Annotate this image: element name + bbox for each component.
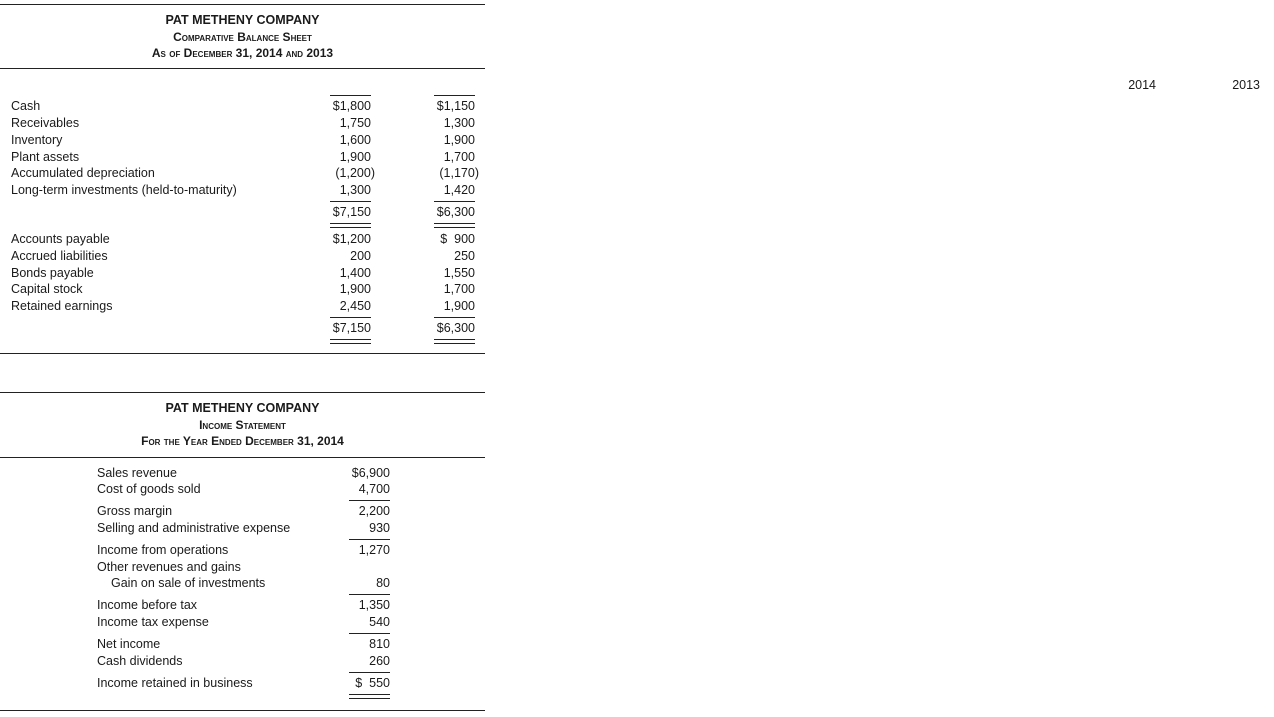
amount-2014: $1,200 — [332, 232, 371, 246]
row-label: Capital stock — [11, 282, 83, 296]
table-row — [0, 166, 485, 183]
amount: 4,700 — [358, 482, 390, 496]
amount: 930 — [369, 521, 390, 535]
table-row — [0, 543, 485, 560]
row-label: Accounts payable — [11, 232, 110, 246]
row-label: Cash — [11, 99, 41, 113]
table-row — [0, 654, 485, 671]
table-row — [0, 521, 485, 538]
table-row — [0, 232, 485, 249]
amount-2014: 1,300 — [339, 183, 371, 197]
is-company-name: PAT METHENY COMPANY — [165, 401, 320, 415]
total-row — [0, 205, 485, 222]
is-statement-period: For the Year Ended December 31, 2014 — [141, 434, 344, 448]
double-underline — [349, 694, 390, 699]
table-row — [0, 637, 485, 654]
row-label: Other revenues and gains — [97, 560, 241, 574]
amount-2014: 1,400 — [339, 266, 371, 280]
total-row — [0, 676, 485, 693]
amount-2013: 1,900 — [443, 299, 475, 313]
row-label: Long-term investments (held-to-maturity) — [11, 183, 237, 197]
table-row — [0, 183, 485, 200]
row-label: Gain on sale of investments — [111, 576, 266, 590]
row-label: Plant assets — [11, 150, 80, 164]
total-row — [0, 321, 485, 338]
amount-2014: 1,900 — [339, 282, 371, 296]
amount-2013: 1,700 — [443, 282, 475, 296]
row-label: Receivables — [11, 116, 80, 130]
table-row — [0, 150, 485, 167]
row-label: Selling and administrative expense — [97, 521, 291, 535]
amount: 80 — [376, 576, 390, 590]
subtotal-rule — [349, 500, 390, 501]
amount-2014: 2,450 — [339, 299, 371, 313]
row-label: Bonds payable — [11, 266, 94, 280]
year-header-underline — [434, 95, 475, 96]
amount-2013: (1,170) — [439, 166, 479, 180]
subtotal-rule — [349, 672, 390, 673]
subtotal-rule — [349, 633, 390, 634]
total-assets-2013: $6,300 — [436, 205, 475, 219]
amount-2014: 1,600 — [339, 133, 371, 147]
table-row — [0, 560, 485, 577]
table-row — [0, 266, 485, 283]
bs-header-rule — [0, 68, 485, 69]
year-header-2014: 2014 — [1128, 78, 1156, 92]
row-label: Net income — [97, 637, 161, 651]
table-row — [0, 282, 485, 299]
row-label: Income retained in business — [97, 676, 253, 690]
bs-company-name: PAT METHENY COMPANY — [165, 13, 320, 27]
amount: 540 — [369, 615, 390, 629]
table-row — [0, 99, 485, 116]
amount: 1,270 — [358, 543, 390, 557]
row-label: Income before tax — [97, 598, 198, 612]
table-row — [0, 116, 485, 133]
subtotal-rule — [349, 594, 390, 595]
top-rule — [0, 4, 485, 5]
year-header-underline — [330, 95, 371, 96]
row-label: Income from operations — [97, 543, 229, 557]
amount: 2,200 — [358, 504, 390, 518]
double-underline — [330, 339, 371, 344]
amount: $ 550 — [355, 676, 390, 690]
subtotal-rule — [434, 201, 475, 202]
row-label: Accumulated depreciation — [11, 166, 155, 180]
bs-statement-title: Comparative Balance Sheet — [173, 30, 312, 44]
row-label: Sales revenue — [97, 466, 177, 480]
is-top-rule — [0, 392, 485, 393]
row-label: Cash dividends — [97, 654, 183, 668]
table-row — [0, 299, 485, 316]
is-statement-title: Income Statement — [199, 418, 286, 432]
amount-2014: (1,200) — [335, 166, 375, 180]
amount-2013: 1,550 — [443, 266, 475, 280]
subtotal-rule — [434, 317, 475, 318]
amount-2013: 250 — [454, 249, 475, 263]
amount-2014: 200 — [350, 249, 371, 263]
double-underline — [434, 223, 475, 228]
row-label: Cost of goods sold — [97, 482, 201, 496]
table-row — [0, 249, 485, 266]
table-row — [0, 482, 485, 499]
table-row — [0, 598, 485, 615]
row-label: Accrued liabilities — [11, 249, 108, 263]
amount-2013: 1,300 — [443, 116, 475, 130]
bs-statement-date: As of December 31, 2014 and 2013 — [151, 46, 334, 60]
total-liabilities-equity-2014: $7,150 — [332, 321, 371, 335]
row-label: Inventory — [11, 133, 63, 147]
table-row — [0, 504, 485, 521]
table-row — [0, 576, 485, 593]
amount-2013: $ 900 — [440, 232, 475, 246]
amount-2013: $1,150 — [436, 99, 475, 113]
amount: 810 — [369, 637, 390, 651]
table-row — [0, 466, 485, 483]
amount-2013: 1,420 — [443, 183, 475, 197]
amount: 1,350 — [358, 598, 390, 612]
is-bottom-rule — [0, 710, 485, 711]
amount-2014: $1,800 — [332, 99, 371, 113]
total-liabilities-equity-2013: $6,300 — [436, 321, 475, 335]
subtotal-rule — [330, 317, 371, 318]
amount: 260 — [369, 654, 390, 668]
total-assets-2014: $7,150 — [332, 205, 371, 219]
amount-2014: 1,750 — [339, 116, 371, 130]
subtotal-rule — [349, 539, 390, 540]
double-underline — [330, 223, 371, 228]
table-row — [0, 615, 485, 632]
year-header-2013: 2013 — [1232, 78, 1260, 92]
amount-2014: 1,900 — [339, 150, 371, 164]
table-row — [0, 133, 485, 150]
subtotal-rule — [330, 201, 371, 202]
double-underline — [434, 339, 475, 344]
row-label: Gross margin — [97, 504, 173, 518]
is-header-rule — [0, 457, 485, 458]
row-label: Income tax expense — [97, 615, 209, 629]
amount: $6,900 — [351, 466, 390, 480]
row-label: Retained earnings — [11, 299, 113, 313]
bs-bottom-rule — [0, 353, 485, 354]
amount-2013: 1,700 — [443, 150, 475, 164]
amount-2013: 1,900 — [443, 133, 475, 147]
